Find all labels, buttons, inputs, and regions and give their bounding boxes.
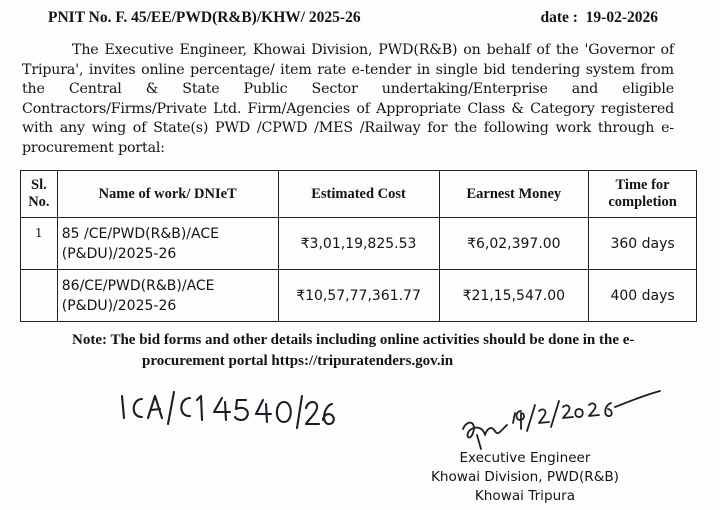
row-time-for-completion: 360 days xyxy=(589,218,697,270)
note-paragraph xyxy=(72,330,682,372)
intro-paragraph: The Executive Engineer, Khowai Division, PWD(R&B) on behalf of the 'Governor of Tripura', invites online percentage/ item rate e-tender in single bid tendering system from the Central & State Public Sector undertaking/Enterprise and eligible Contractors/Firms/Private Ltd. Firm/Agencies of Appropriate Class & Category registered with any wing of State(s) PWD /CPWD /MES /Railway for the following work through e-procurement portal: xyxy=(22,42,674,156)
row-earnest-money: ₹21,15,547.00 xyxy=(439,270,589,322)
header-earnest-money: Earnest Money xyxy=(439,171,589,218)
signatory-block xyxy=(420,449,630,506)
row-earnest-money: ₹6,02,397.00 xyxy=(439,218,589,270)
works-table xyxy=(20,170,697,322)
note-line-1: Note: The bid forms and other details including online activities should be done in the e- xyxy=(72,332,635,348)
table-row xyxy=(21,270,697,322)
row-name-of-work: 86/CE/PWD(R&B)/ACE (P&DU)/2025-26 xyxy=(57,270,278,322)
handwritten-reference-number xyxy=(118,384,338,444)
pnit-number: PNIT No. F. 45/EE/PWD(R&B)/KHW/ 2025-26 xyxy=(48,9,361,26)
header-time-for-completion: Time for completion xyxy=(589,171,697,218)
header-name-of-work: Name of work/ DNIeT xyxy=(57,171,278,218)
signatory-title: Executive Engineer xyxy=(459,450,591,466)
row-sl-no xyxy=(21,270,58,322)
header-estimated-cost: Estimated Cost xyxy=(278,171,439,218)
note-line-2: procurement portal https://tripuratenders.gov.in xyxy=(142,353,454,369)
table-row xyxy=(21,218,697,270)
table-header-row xyxy=(21,171,697,218)
row-estimated-cost: ₹10,57,77,361.77 xyxy=(278,270,439,322)
notice-date: date : 19-02-2026 xyxy=(540,9,658,26)
row-time-for-completion: 400 days xyxy=(589,270,697,322)
signatory-division: Khowai Division, PWD(R&B) xyxy=(431,469,619,485)
header-sl-no: Sl. No. xyxy=(21,171,58,218)
row-sl-no: 1 xyxy=(21,218,58,270)
signature-image xyxy=(455,385,665,455)
row-estimated-cost: ₹3,01,19,825.53 xyxy=(278,218,439,270)
notice-header xyxy=(48,9,658,27)
signatory-location: Khowai Tripura xyxy=(474,488,576,504)
row-name-of-work: 85 /CE/PWD(R&B)/ACE (P&DU)/2025-26 xyxy=(57,218,278,270)
